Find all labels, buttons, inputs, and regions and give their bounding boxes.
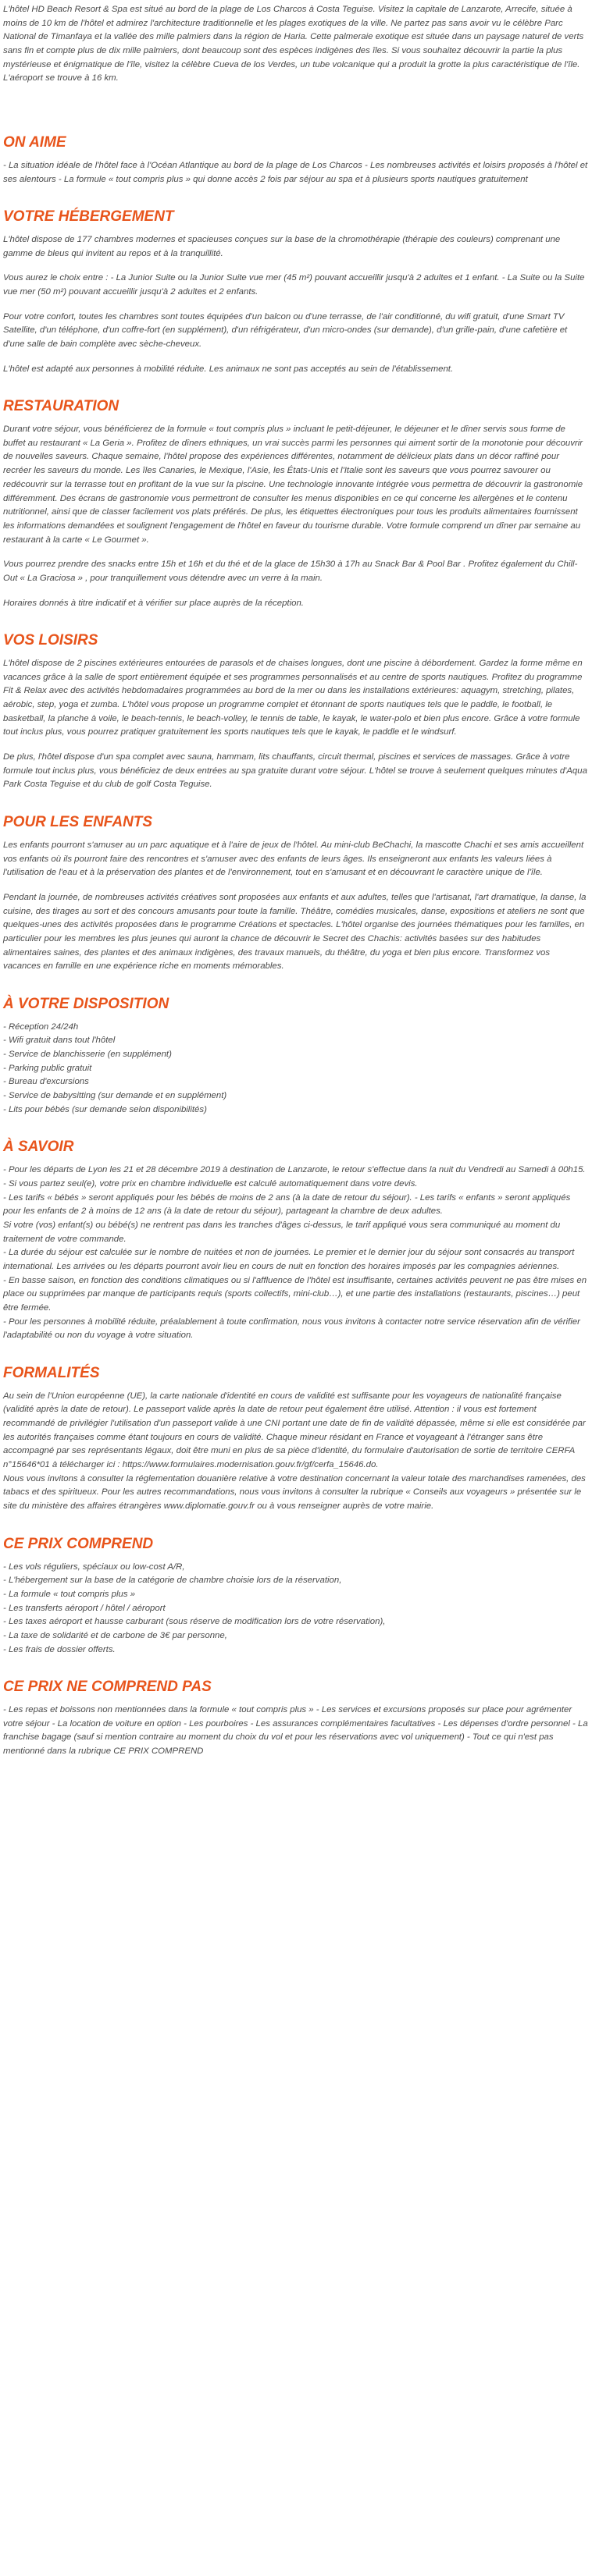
list-item: - Les frais de dossier offerts. [3,1644,116,1654]
hebergement-paragraph: Pour votre confort, toutes les chambres sont toutes équipées d'un balcon ou d'une terrasse, de l'air conditionné, du wifi gratuit, d'une Smart TV Satellite, d'un téléphone, d'un coffre-fort (en supplément), d'un réfrigérateur, d'un micro-ondes (sur demande), d'un grille-pain, d'une cafetière et d'une salle de bain complète avec sèche-cheveux. [3,311,568,349]
section-title-on-aime: ON AIME [3,134,66,151]
list-item: - Les vols réguliers, spéciaux ou low-cost A/R, [3,1562,185,1572]
loisirs-paragraph: L'hôtel dispose de 2 piscines extérieures entourées de parasols et de chaises longues, dont une piscine à débordement. Gardez la forme même en vacances grâce à la salle de sport entièrement équipée et ses programmes personnalisés et au centre de sports nautiques. Profitez du programme Fit & Relax avec des activités hebdomadaires programmées au bord de la mer ou dans les installations extérieures: aquagym, stretching, pilates, aérobic, step, yoga et zumba. L'hôtel vous propose un programme complet et étonnant de sports nautiques tels que le paddle, le football, le basketball, la planche à voile, le beach-tennis, le beach-volley, le tennis de table, le kayak, le water-polo et bien plus encore. Grâce à votre formule tout inclus plus, vous pourrez pratiquer gratuitement les sports nautiques tels que le kayak, le paddle et le windsurf. [3,659,583,737]
list-item: - Si vous partez seul(e), votre prix en chambre individuelle est calculé automatiquement dans votre devis. [3,1178,418,1189]
list-item: - Service de blanchisserie (en supplément) [3,1050,172,1060]
formalites-text: Nous vous invitons à consulter la réglementation douanière relative à votre destination concernant la valeur totale des marchandises ramenées, des tabacs et des spiritueux. Pour les autres recommandations, nous vous invitons à consulter la rubrique « Conseils aux voyageurs » présentée sur le site du ministère des affaires étrangères www.diplomatie.gouv.fr ou à vous renseigner auprès de votre mairie. [3,1473,586,1512]
section-title-prix-comprend: CE PRIX COMPREND [3,1535,154,1552]
section-title-restauration: RESTAURATION [3,398,119,415]
hebergement-paragraph: Vous aurez le choix entre : - La Junior Suite ou la Junior Suite vue mer (45 m²) pouvant accueillir jusqu'à 2 adultes et 1 enfant. - La Suite ou la Suite vue mer (50 m²) pouvant accueillir jusqu'à 2 adultes et 2 enfants. [3,273,585,297]
section-title-hebergement: VOTRE HÉBERGEMENT [3,208,174,226]
list-item: Si votre (vos) enfant(s) ou bébé(s) ne rentrent pas dans les tranches d'âges ci-dessus, le tarif appliqué vous sera communiqué au moment du traitement de votre commande. [3,1220,561,1244]
section-prix-ne-comprend [3,1679,589,1758]
section-prix-comprend [3,1536,589,1658]
list-item: - Réception 24/24h [3,1022,79,1032]
section-enfants [3,814,589,974]
section-title-loisirs: VOS LOISIRS [3,632,98,649]
restauration-paragraph: Horaires donnés à titre indicatif et à vérifier sur place auprès de la réception. [3,598,304,608]
list-item: - La formule « tout compris plus » [3,1589,136,1599]
section-title-a-savoir: À SAVOIR [3,1139,74,1156]
section-title-formalites: FORMALITÉS [3,1364,100,1381]
section-restauration [3,398,589,610]
loisirs-paragraph: De plus, l'hôtel dispose d'un spa complet avec sauna, hammam, lits chauffants, circuit thermal, piscines et services de massages. Grâce à votre formule tout inclus plus, vous bénéficiez de deux entrées au spa gratuite durant votre séjour. L'hôtel se trouve à seulement quelques minutes d'Aqua Park Costa Teguise et du club de golf Costa Teguise. [3,752,587,790]
restauration-paragraph: Vous pourrez prendre des snacks entre 15h et 16h et du thé et de la glace de 15h30 à 17h au Snack Bar & Pool Bar . Profitez également du Chill-Out « La Graciosa » , pour tranquillement vous détendre avec un verre à la main. [3,560,578,583]
list-item: - La taxe de solidarité et de carbone de 3€ par personne, [3,1630,227,1640]
section-a-savoir [3,1139,589,1343]
section-formalites [3,1365,589,1514]
section-disposition [3,996,589,1117]
section-loisirs [3,632,589,792]
list-item: - La durée du séjour est calculée sur le nombre de nuitées et non de journées. Le premier et le dernier jour du séjour sont consacrés au transport international. Les arrivées ou les départs pourront avoir lieu en cours de nuit en fonction des horaires imposés par les compagnies aériennes. [3,1248,575,1271]
list-item: - Les taxes aéroport et hausse carburant (sous réserve de modification lors de votre réservation), [3,1617,386,1627]
section-title-prix-ne-comprend: CE PRIX NE COMPREND PAS [3,1679,212,1696]
enfants-paragraph: Les enfants pourront s'amuser au un parc aquatique et à l'aire de jeux de l'hôtel. Au mini-club BeChachi, la mascotte Chachi et ses amis accueillent vos enfants où ils pourront faire des rencontres et s'amuser avec des enfants de leurs âges. Ils enseigneront aux enfants les valeurs liées à l'utilisation de l'eau et à la préservation des plantes et de l'environnement, tout en s'amusant et en découvrant le caractère unique de l'île. [3,840,584,878]
hebergement-paragraph: L'hôtel dispose de 177 chambres modernes et spacieuses conçues sur la base de la chromothérapie (thérapie des couleurs) comprenant une gamme de bleus qui invitent au repos et à la tranquillité. [3,234,561,258]
list-item: - Les tarifs « bébés » seront appliqués pour les bébés de moins de 2 ans (à la date de retour du séjour). - Les tarifs « enfants » seront appliqués pour les enfants de 2 à moins de 12 ans (à la date de retour du séjour), partageant la chambre de deux adultes. [3,1192,571,1217]
restauration-paragraph: Durant votre séjour, vous bénéficierez de la formule « tout compris plus » incluant le petit-déjeuner, le déjeuner et le dîner servis sous forme de buffet au restaurant « La Geria ». Profitez de dîners ethniques, un vrai succès parmi les personnes qui aiment sortir de la monotonie pour découvrir de nouvelles saveurs. Chaque semaine, l'hôtel propose des expériences différentes, notamment de délicieux plats dans un décor raffiné pour recréer les saveurs du monde. Les îles Canaries, le Mexique, l'Asie, les États-Unis et l'Italie sont les saveurs que vous pourrez savourer ou redécouvrir sur la terrasse tout en profitant de la vue sur la piscine. Une technologie innovante intégrée vous permettra de découvrir la gastronomie différemment. Des écrans de gastronomie vous permettront de consulter les menus disponibles en ce qui concerne les allergènes et le contenu nutritionnel, ainsi que de classer facilement vos plats préférés. De plus, les étiquettes électroniques pour tous les produits alimentaires fournissent les informations demandées et soulignent l'engagement de l'hôtel en faveur du tourisme durable. Votre formule comprend un dîner par semaine au restaurant à la carte « Le Gourmet ». [3,425,583,545]
list-item: - En basse saison, en fonction des conditions climatiques ou si l'affluence de l'hôtel est insuffisante, certaines activités peuvent ne pas être mises en place ou supprimées par manque de participants requis (sports collectifs, mini-club…), et une partie des installations (restaurants, piscines…) peut être fermée. [3,1275,587,1313]
list-item: - Lits pour bébés (sur demande selon disponibilités) [3,1104,207,1114]
list-item: - Service de babysitting (sur demande et en supplément) [3,1091,227,1101]
list-item: - L'hébergement sur la base de la catégorie de chambre choisie lors de la réservation, [3,1576,342,1586]
enfants-paragraph: Pendant la journée, de nombreuses activités créatives sont proposées aux enfants et aux adultes, telles que l'artisanat, l'art dramatique, la danse, la cuisine, des tirages au sort et des concours amusants pour toute la famille. Théâtre, comédies musicales, danse, expositions et ateliers ne sont que quelques-unes des activités proposées dans le programme Créations et spectacles. L'hôtel organise des journées thématiques pour les familles, en particulier pour les membres les plus jeunes qui auront la chance de découvrir le Secret des Chachis: activités basées sur des habitudes alimentaires saines, des plantes et des animaux indigènes, des travaux manuels, du théâtre, du yoga et bien plus encore. Transformez vos vacances en famille en une expérience riche en moments mémorables. [3,892,587,972]
list-item: - Pour les personnes à mobilité réduite, préalablement à toute confirmation, nous vous invitons à contacter notre service réservation afin de vérifier l'adaptabilité ou non du voyage à votre situation. [3,1316,580,1341]
hebergement-paragraph: L'hôtel est adapté aux personnes à mobilité réduite. Les animaux ne sont pas acceptés au sein de l'établissement. [3,364,454,374]
list-item: - Les transferts aéroport / hôtel / aéroport [3,1603,166,1613]
list-item: - Pour les départs de Lyon les 21 et 28 décembre 2019 à destination de Lanzarote, le retour s'effectue dans la nuit du Vendredi au Samedi à 00h15. [3,1165,586,1175]
list-item: - Parking public gratuit [3,1063,92,1073]
on-aime-text: - La situation idéale de l'hôtel face à l'Océan Atlantique au bord de la plage de Los Charcos - Les nombreuses activités et loisirs proposés à l'hôtel et ses alentours - La formule « tout compris plus » qui donne accès 2 fois par séjour au spa et à plusieurs sports nautiques gratuitement [3,160,588,184]
section-hebergement [3,208,589,376]
section-title-enfants: POUR LES ENFANTS [3,814,153,831]
list-item: - Wifi gratuit dans tout l'hôtel [3,1036,116,1046]
list-item: - Bureau d'excursions [3,1077,89,1087]
intro-paragraph: L'hôtel HD Beach Resort & Spa est situé au bord de la plage de Los Charcos à Costa Teguise. Visitez la capitale de Lanzarote, Arrecife, située à moins de 10 km de l'hôtel et admirez l'architecture traditionnelle et les plages exotiques de la ville. Ne partez pas sans avoir vu le célèbre Parc National de Timanfaya et la vallée des mille palmiers dans la région de Haria. Cette palmeraie exotique est située dans un paysage naturel de verts sans fin et compte plus de dix mille palmiers, dont beaucoup sont des espèces indigènes des îles. Si vous souhaitez découvrir la partie la plus mystérieuse et énigmatique de l'île, visitez la célèbre Cueva de los Verdes, un tube volcanique qui a produit la grotte la plus caractéristique de l'île. L'aéroport se trouve à 16 km. [3,5,584,83]
formalites-text: Au sein de l'Union européenne (UE), la carte nationale d'identité en cours de validité est suffisante pour les voyageurs de nationalité française (validité après la date de retour). Le passeport valide après la date de retour peut également être utilisé. Attention : il vous est fortement recommandé de privilégier l'utilisation d'un passeport valide à une CNI portant une date de fin de validité dépassée, même si elle est considérée par les autorités françaises comme étant toujours en cours de validité. Chaque mineur résidant en France et voyageant à l'étranger sans être accompagné par ses représentants légaux, doit être muni en plus de sa pièce d'identité, du formulaire d'autorisation de sortie de territoire CERFA n°15646*01 à télécharger ici : https://www.formulaires.modernisation.gouv.fr/gf/cerfa_15646.do. [3,1391,586,1470]
prix-ne-comprend-text: - Les repas et boissons non mentionnées dans la formule « tout compris plus » - Les services et excursions proposés sur place pour agrémenter votre séjour - La location de voiture en option - Les pourboires - Les assurances complémentaires facultatives - Les dépenses d'ordre personnel - La franchise bagage (sauf si mention contraire au moment du choix du vol et pour les réservations avec vol uniquement) - Tout ce qui n'est pas mentionné dans la rubrique CE PRIX COMPREND [3,1705,588,1757]
section-on-aime [3,134,589,187]
section-title-disposition: À VOTRE DISPOSITION [3,995,169,1012]
